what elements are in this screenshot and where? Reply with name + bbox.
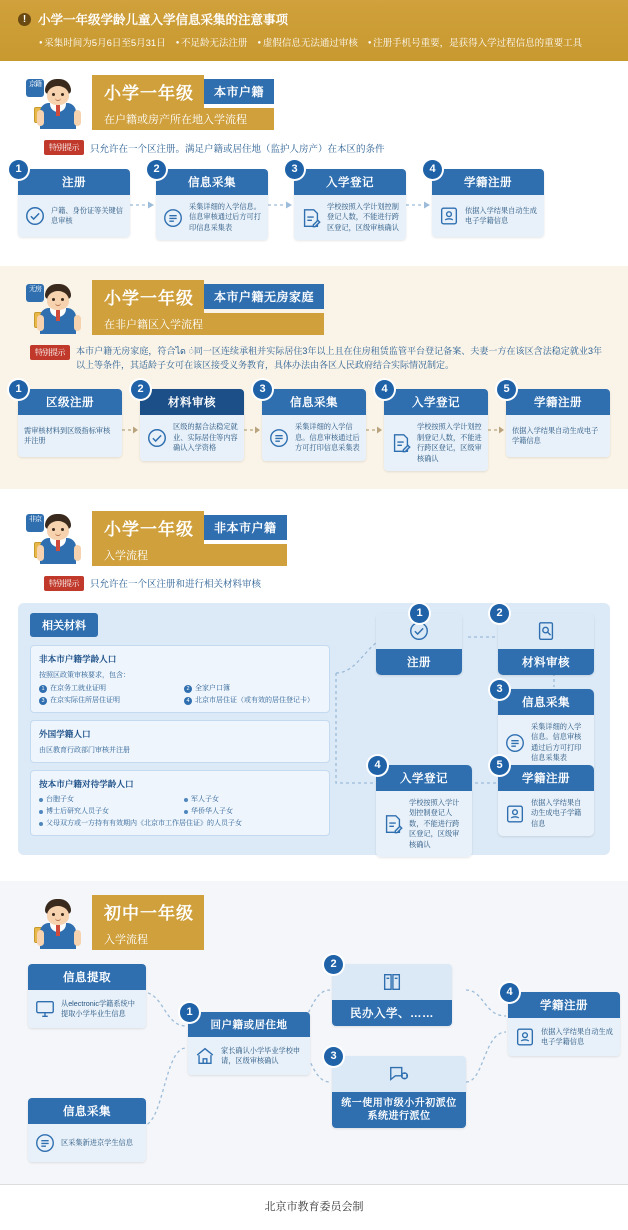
step-number: 2 xyxy=(147,160,166,179)
step-number: 3 xyxy=(285,160,304,179)
material-item xyxy=(184,684,321,693)
section3-header xyxy=(0,511,628,566)
section-divider xyxy=(0,258,628,266)
material-item xyxy=(39,819,321,828)
step-text: 学校按照入学计划控制登记人数，不能进行跨区登记，区级审核确认 xyxy=(327,202,399,232)
arrow-icon xyxy=(406,200,432,210)
flow-step[interactable] xyxy=(503,383,610,457)
step-number: 2 xyxy=(131,380,150,399)
notice-point: ● 虚假信息无法通过审核 xyxy=(258,35,358,49)
notice-title: 小学一年级学龄儿童入学信息采集的注意事项 xyxy=(38,13,289,27)
flow-step[interactable] xyxy=(496,758,594,836)
materials-left xyxy=(30,613,330,843)
bullet-dot xyxy=(39,810,43,814)
material-item xyxy=(184,795,321,804)
check-circle-icon xyxy=(24,205,46,227)
home-icon xyxy=(194,1045,216,1067)
step-number: 4 xyxy=(368,756,387,775)
section-divider xyxy=(0,489,628,497)
step-title: 注册 xyxy=(376,649,462,675)
flow-step[interactable] xyxy=(259,383,366,460)
material-item xyxy=(39,795,176,804)
grade-subtitle: 入学流程 xyxy=(92,928,204,950)
step-title: 入学登记 xyxy=(384,389,488,415)
edit-form-icon xyxy=(300,207,322,229)
step-text: 从electronic学籍系统中提取小学毕业生信息 xyxy=(61,998,135,1019)
step-title: 材料审核 xyxy=(498,649,594,675)
material-heading: 外国学籍人口 xyxy=(39,729,91,740)
avatar-badge: 京籍 xyxy=(26,79,44,97)
section-junior-high xyxy=(0,881,628,1184)
tip-text: 只允许在一个区注册。满足户籍或居住地（监护人房产）在本区的条件 xyxy=(90,143,385,155)
tip-text: 只允许在一个区注册和进行相关材料审核 xyxy=(90,579,262,591)
section4-flow xyxy=(14,956,614,1166)
section-non-local-hukou xyxy=(0,497,628,873)
document-lines-icon xyxy=(162,207,184,229)
step-title: 材料审核 xyxy=(140,389,244,415)
notice-title-row xyxy=(18,10,610,28)
grade-tag: 本市户籍 xyxy=(204,79,274,104)
document-search-icon xyxy=(535,620,557,642)
flow-step[interactable] xyxy=(28,964,146,1028)
section4-title-stack xyxy=(92,895,204,950)
section2-title-stack xyxy=(92,280,324,335)
check-circle-icon xyxy=(146,427,168,449)
warning-icon: ! xyxy=(18,13,31,26)
step-title: 民办入学、…… xyxy=(332,1000,452,1026)
step-number: 4 xyxy=(375,380,394,399)
item-text: 父母双方或一方持有有效期内《北京市工作居住证》的人员子女 xyxy=(46,820,242,828)
step-text: 家长确认小学毕业学校申请，区级审核确认 xyxy=(221,1045,301,1066)
material-item xyxy=(39,684,176,693)
notice-point: ● 采集时间为5月6日至5月31日 xyxy=(39,35,166,49)
document-lines-icon xyxy=(504,732,526,754)
tip-badge: 特别提示 xyxy=(30,345,70,360)
bullet-dot xyxy=(39,798,43,802)
notice-points xyxy=(18,35,610,49)
step-text: 需审核材料到区级指标审核并注册 xyxy=(24,425,111,446)
item-text: 台胞子女 xyxy=(46,796,74,804)
step-title: 学籍注册 xyxy=(432,169,544,195)
footer: 北京市教育委员会制 xyxy=(0,1184,628,1230)
step-title: 学籍注册 xyxy=(498,765,594,791)
bullet-dot xyxy=(184,798,188,802)
step-number: 1 xyxy=(180,1003,199,1022)
step-text: 依据入学结果自动生成电子学籍信息 xyxy=(512,425,599,446)
section-local-hukou-no-house xyxy=(0,266,628,489)
step-number: 3 xyxy=(324,1047,343,1066)
step-text: 学校按照入学计划控制登记人数，不能进行跨区登记，区级审核确认 xyxy=(417,422,482,463)
section1-title-stack xyxy=(92,75,274,130)
step-title: 注册 xyxy=(18,169,130,195)
book-icon xyxy=(381,971,403,993)
item-text: 全家户口簿 xyxy=(195,684,230,692)
step-title: 信息采集 xyxy=(156,169,268,195)
grade-subtitle: 入学流程 xyxy=(92,544,287,566)
grade-name: 初中一年级 xyxy=(92,895,204,928)
notice-point: ● 注册手机号重要，是获得入学过程信息的重要工具 xyxy=(368,35,582,49)
step-title: 入学登记 xyxy=(294,169,406,195)
notice-point: ● 不足龄无法注册 xyxy=(176,35,248,49)
grade-subtitle: 在户籍或房产所在地入学流程 xyxy=(92,108,274,130)
item-text: 北京市居住证（或有效的居住登记卡） xyxy=(195,697,314,705)
step-number: 2 xyxy=(324,955,343,974)
step-number: 1 xyxy=(9,380,28,399)
material-group xyxy=(30,720,330,763)
material-lead: 按照区政策审核要求，包含： xyxy=(39,671,130,679)
grade-tag: 本市户籍无房家庭 xyxy=(204,284,324,309)
step-text: 依据入学结果自动生成电子学籍信息 xyxy=(465,205,537,225)
item-number: 3 xyxy=(39,697,47,705)
step-title: 信息采集 xyxy=(28,1098,146,1124)
item-text: 博士后研究人员子女 xyxy=(46,808,109,816)
step-title: 学籍注册 xyxy=(508,992,620,1018)
material-item xyxy=(184,807,321,816)
step-number: 1 xyxy=(410,604,429,623)
flow-step[interactable] xyxy=(137,383,244,460)
step-number: 3 xyxy=(490,680,509,699)
notice-banner xyxy=(0,0,628,61)
bullet-dot xyxy=(184,810,188,814)
section2-header xyxy=(0,280,628,335)
monitor-icon xyxy=(34,998,56,1020)
material-text: 由区教育行政部门审核并注册 xyxy=(39,747,130,755)
step-text: 采集详细的入学信息。信息审核通过后方可打印信息采集表 xyxy=(295,422,360,453)
avatar xyxy=(26,897,84,949)
arrow-icon xyxy=(366,425,384,435)
item-text: 在京务工就业证明 xyxy=(50,684,106,692)
step-title: 区级注册 xyxy=(18,389,122,415)
step-number: 4 xyxy=(500,983,519,1002)
grade-subtitle: 在非户籍区入学流程 xyxy=(92,313,324,335)
step-title: 入学登记 xyxy=(376,765,472,791)
material-heading: 按本市户籍对待学龄人口 xyxy=(39,779,134,790)
step-title: 回户籍或居住地 xyxy=(188,1012,310,1037)
avatar xyxy=(26,282,84,334)
grade-name: 小学一年级 xyxy=(92,511,204,544)
step-number: 3 xyxy=(253,380,272,399)
bullet-dot xyxy=(39,822,43,826)
flow-step[interactable] xyxy=(496,606,594,675)
item-number: 4 xyxy=(184,697,192,705)
arrow-icon xyxy=(268,200,294,210)
section3-tip xyxy=(0,566,628,591)
flow-step[interactable] xyxy=(291,163,406,240)
avatar-badge: 无房 xyxy=(26,284,44,302)
step-text: 采集详细的入学信息。信息审核通过后方可打印信息采集表 xyxy=(531,721,582,763)
material-item xyxy=(39,696,176,705)
flow-step[interactable] xyxy=(376,606,462,675)
step-text: 区采集新进京学生信息 xyxy=(61,1138,133,1148)
section2-flow xyxy=(0,373,628,471)
flow-step[interactable] xyxy=(429,163,544,237)
edit-form-icon xyxy=(390,432,412,454)
material-group xyxy=(30,645,330,713)
grade-name: 小学一年级 xyxy=(92,75,204,108)
item-number: 1 xyxy=(39,685,47,693)
avatar-badge: 非京 xyxy=(26,514,44,532)
student-avatar-icon xyxy=(36,897,82,949)
step-text: 户籍、身份证等关键信息审核 xyxy=(51,205,123,225)
document-lines-icon xyxy=(268,427,290,449)
avatar xyxy=(26,512,84,564)
edit-form-icon xyxy=(382,813,404,835)
avatar xyxy=(26,77,84,129)
check-circle-icon xyxy=(408,620,430,642)
material-heading: 非本市户籍学龄人口 xyxy=(39,653,117,664)
step-title: 信息提取 xyxy=(28,964,146,990)
flow-step[interactable] xyxy=(381,383,488,471)
tip-badge: 特别提示 xyxy=(44,576,84,591)
step-number: 1 xyxy=(9,160,28,179)
section2-note xyxy=(0,335,628,373)
step-text: 区级的据合法稳定就业、实际居住等内容确认入学资格 xyxy=(173,422,238,453)
id-card-icon xyxy=(504,803,526,825)
id-card-icon xyxy=(438,205,460,227)
item-text: 军人子女 xyxy=(191,796,219,804)
note-text: 本市户籍无房家庭，符合ได ं同一区连续承租并实际居住3年以上且在住房租赁监管平台登记备案、夫妻一方在该区含法稳定就业3年以上等条件，其适龄子女可在该区接受义务教育，具体办法由各区人民政府结合实际情况制定。 xyxy=(76,346,602,371)
flow-step[interactable] xyxy=(330,1050,466,1128)
item-text: 华侨华人子女 xyxy=(191,808,233,816)
item-number: 2 xyxy=(184,685,192,693)
flow-step[interactable] xyxy=(506,986,620,1056)
flow-step[interactable] xyxy=(374,758,472,857)
section-divider xyxy=(0,873,628,881)
section1-header xyxy=(0,75,628,130)
step-text: 采集详细的入学信息。信息审核通过后方可打印信息采集表 xyxy=(189,202,261,232)
step-title: 信息采集 xyxy=(262,389,366,415)
step-text: 依据入学结果自动生成电子学籍信息 xyxy=(531,797,582,828)
arrow-icon xyxy=(488,425,506,435)
material-group xyxy=(30,770,330,836)
tip-badge: 特别提示 xyxy=(44,140,84,155)
grade-name: 小学一年级 xyxy=(92,280,204,313)
id-card-icon xyxy=(514,1026,536,1048)
materials-panel xyxy=(18,603,610,855)
section4-header xyxy=(0,895,628,950)
step-title: 统一使用市级小升初派位系统进行派位 xyxy=(332,1092,466,1128)
step-text: 依据入学结果自动生成电子学籍信息 xyxy=(541,1026,613,1047)
step-number: 4 xyxy=(423,160,442,179)
flow-step[interactable] xyxy=(330,958,452,1026)
arrow-icon xyxy=(244,425,262,435)
panel-title: 相关材料 xyxy=(30,613,98,637)
arrow-icon xyxy=(122,425,140,435)
material-item xyxy=(39,807,176,816)
document-lines-icon xyxy=(34,1132,56,1154)
section-primary-local-hukou xyxy=(0,61,628,258)
section1-flow xyxy=(0,155,628,240)
flow-step[interactable] xyxy=(186,1006,310,1075)
flow-step[interactable] xyxy=(15,163,130,237)
flow-step[interactable] xyxy=(496,682,594,771)
item-text: 在京实际住所居住证明 xyxy=(50,697,120,705)
section1-tip xyxy=(0,130,628,155)
section3-flow xyxy=(330,606,598,849)
section3-title-stack xyxy=(92,511,287,566)
step-number: 5 xyxy=(490,756,509,775)
chat-settings-icon xyxy=(388,1063,410,1085)
flow-step[interactable] xyxy=(15,383,122,457)
material-item xyxy=(184,696,321,705)
step-title: 学籍注册 xyxy=(506,389,610,415)
step-text: 学校按照入学计划控制登记人数，不能进行跨区登记，区级审核确认 xyxy=(409,797,460,849)
step-number: 2 xyxy=(490,604,509,623)
step-number: 5 xyxy=(497,380,516,399)
flow-step[interactable] xyxy=(153,163,268,240)
flow-step[interactable] xyxy=(28,1098,146,1162)
step-title: 信息采集 xyxy=(498,689,594,715)
grade-tag: 非本市户籍 xyxy=(204,515,287,540)
arrow-icon xyxy=(130,200,156,210)
